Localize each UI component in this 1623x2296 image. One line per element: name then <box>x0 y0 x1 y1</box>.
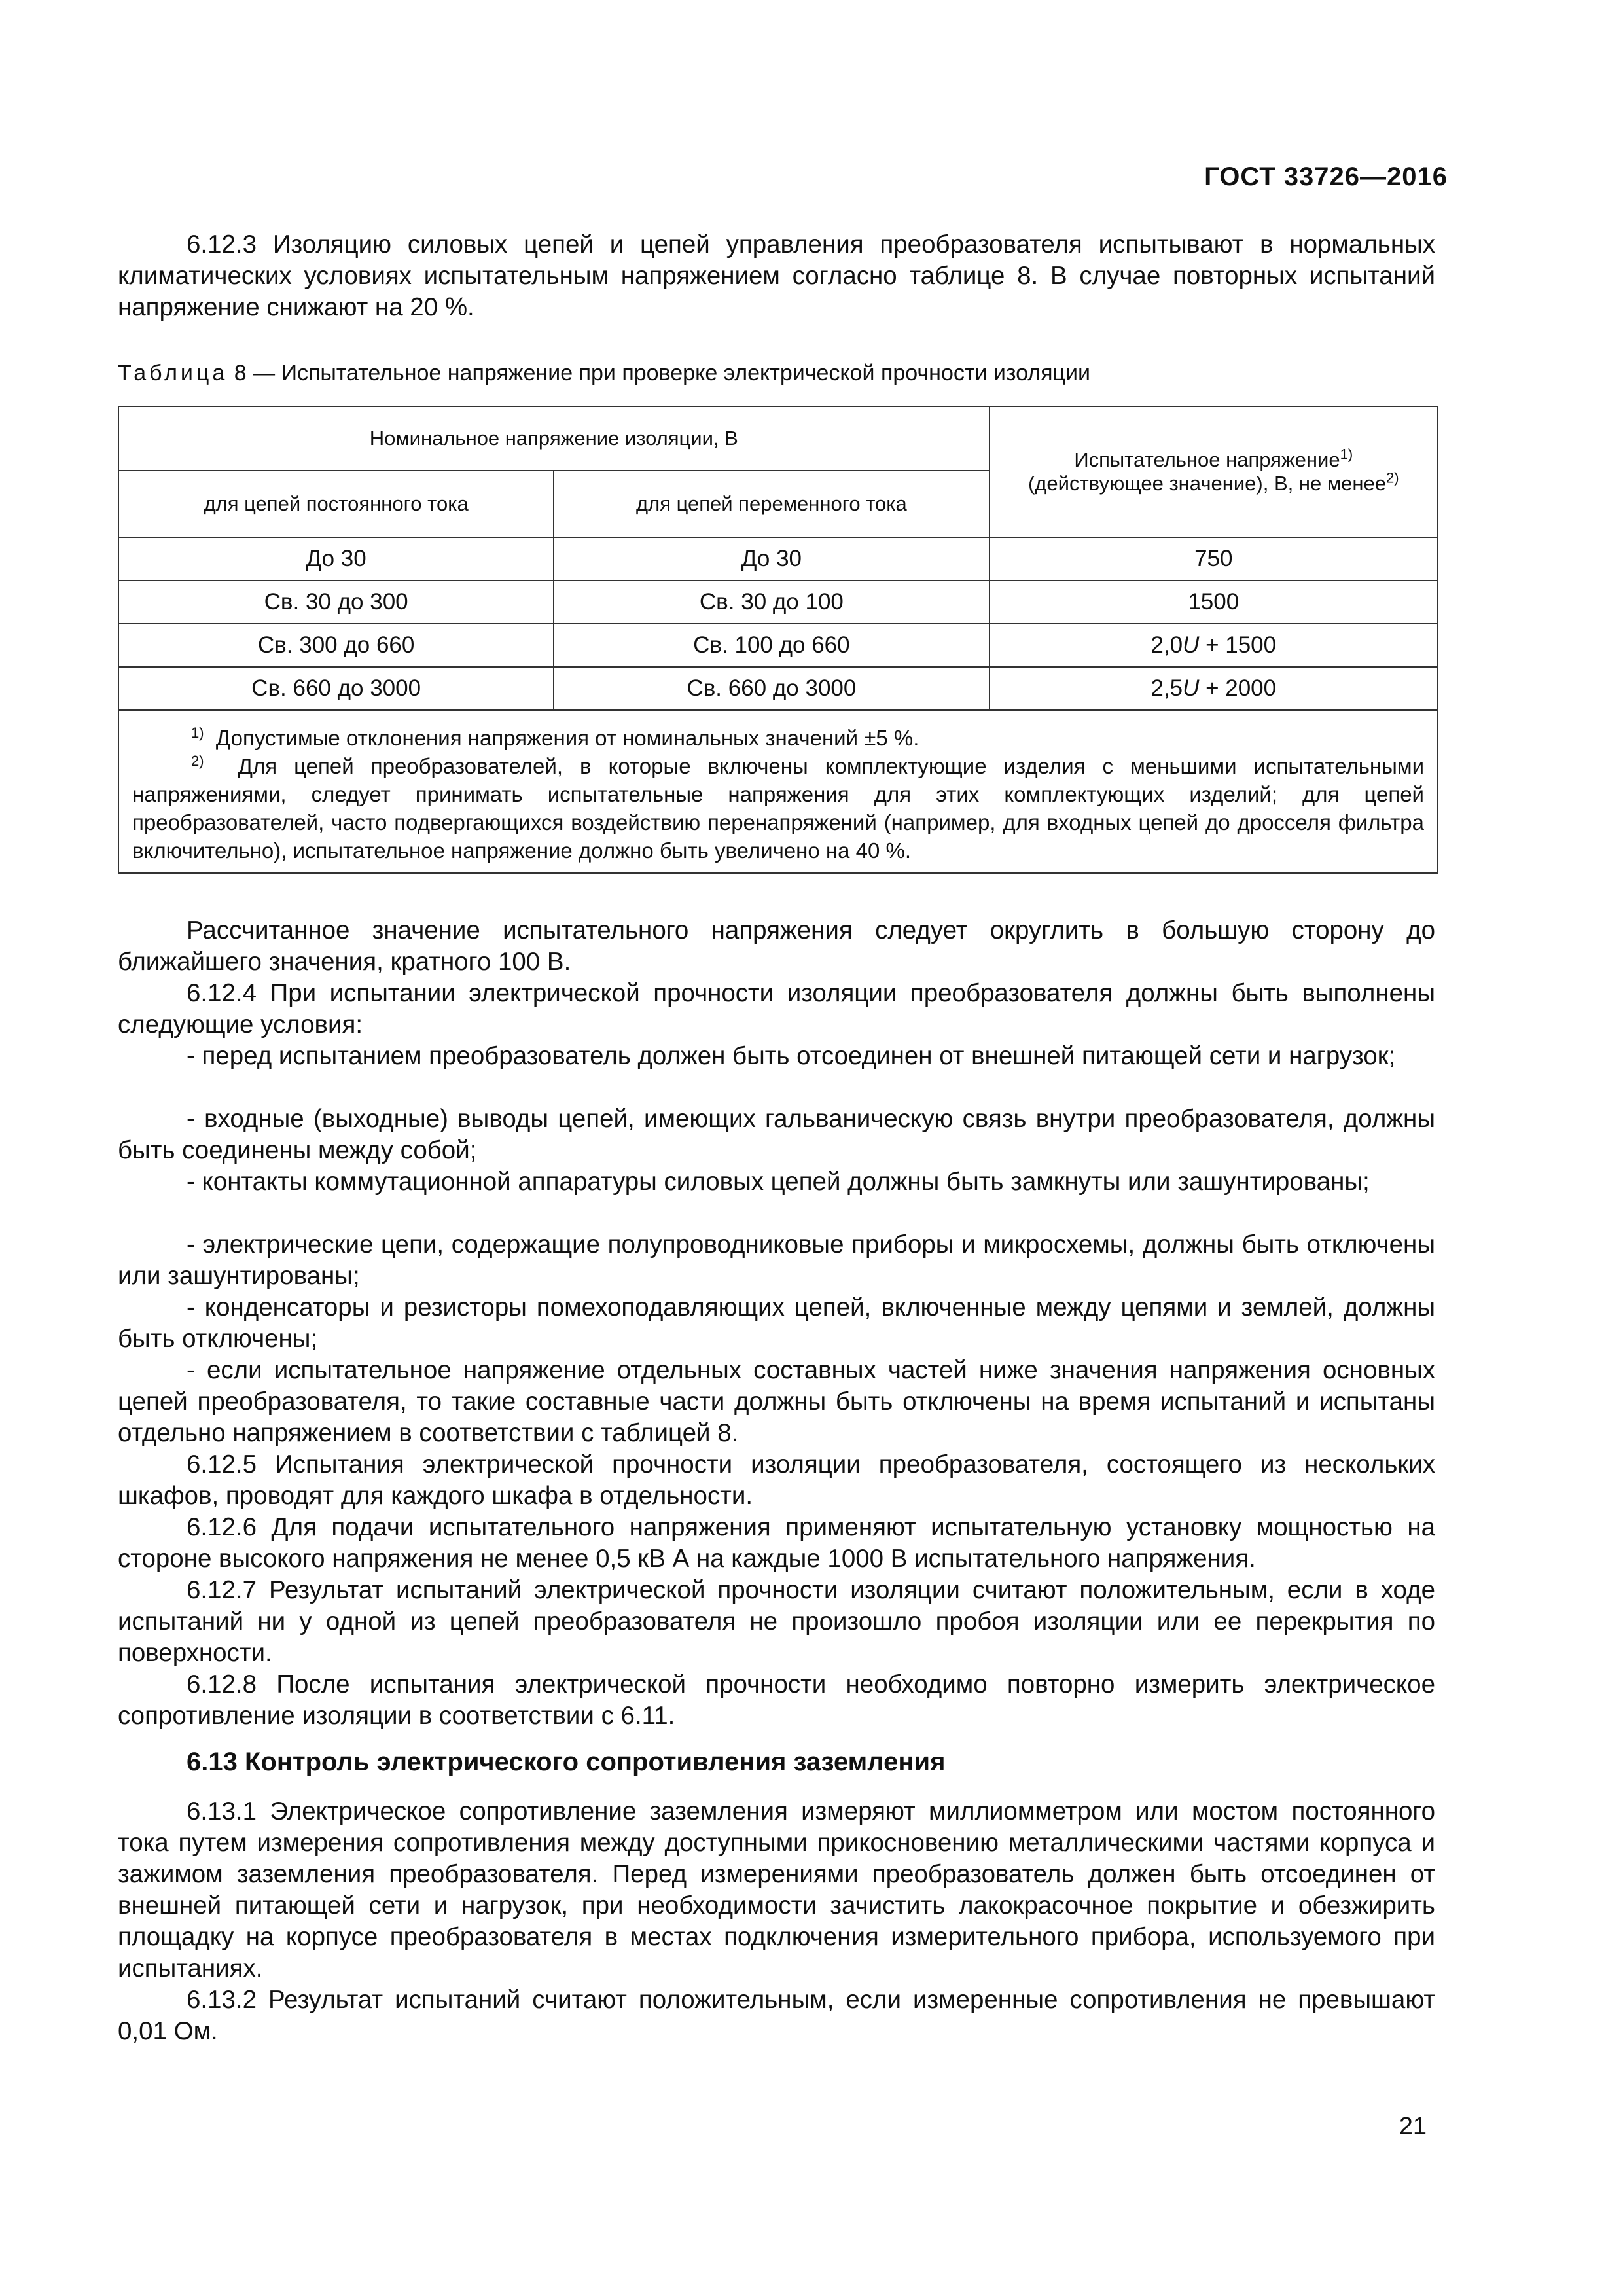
list-item: - входные (выходные) выводы цепей, имеющих гальваническую связь внутри преобразователя, должны быть соединены между собой; <box>118 1105 1435 1164</box>
paragraph-rounding: Рассчитанное значение испытательного напряжения следует округлить в большую сторону до ближайшего значения, кратного 100 В. <box>118 916 1435 976</box>
header-test-voltage: Испытательное напряжение$^{1)}$ (действующее значение), В, не менее$^{2)}$ <box>990 406 1438 537</box>
list-item: - перед испытанием преобразователь должен быть отсоединен от внешней питающей сети и нагрузок; <box>187 1042 1396 1070</box>
table-row <box>118 667 1438 710</box>
list-item: - контакты коммутационной аппаратуры силовых цепей должны быть замкнуты или зашунтированы; <box>187 1168 1370 1196</box>
table-8 <box>118 406 1438 874</box>
cell-test: 2,5U + 2000 <box>990 667 1438 710</box>
document-designation: ГОСТ 33726—2016 <box>1204 162 1448 191</box>
table-row <box>118 581 1438 624</box>
table-row <box>118 537 1438 581</box>
table-note-1: $^{1)}$ Допустимые отклонения напряжения от номинальных значений ±5 %. <box>191 725 919 750</box>
caption-word: Таблица <box>118 361 228 386</box>
cell-dc: Св. 660 до 3000 <box>118 667 554 710</box>
page-number: 21 <box>1399 2113 1427 2140</box>
list-item: - конденсаторы и резисторы помехоподавляющих цепей, включенные между цепями и землей, должны быть отключены; <box>118 1293 1435 1353</box>
table-8-caption <box>118 361 1090 386</box>
cell-ac: До 30 <box>554 537 989 581</box>
list-item: - электрические цепи, содержащие полупроводниковые приборы и микросхемы, должны быть отключены или зашунтированы; <box>118 1230 1435 1290</box>
section-heading-6-13: 6.13 Контроль электрического сопротивления заземления <box>187 1748 946 1776</box>
table-notes <box>118 710 1438 873</box>
list-item: - если испытательное напряжение отдельных составных частей ниже значения напряжения основных цепей преобразователя, то такие составные части должны быть отключены на время испытаний и испытаны отдельно напряжением в соответствии с таблицей 8. <box>118 1356 1435 1447</box>
cell-test: 1500 <box>990 581 1438 624</box>
cell-dc: Св. 300 до 660 <box>118 624 554 667</box>
cell-dc: До 30 <box>118 537 554 581</box>
caption-text: 8 — Испытательное напряжение при проверке электрической прочности изоляции <box>234 361 1090 386</box>
cell-ac: Св. 100 до 660 <box>554 624 989 667</box>
paragraph-6-12-6: 6.12.6 Для подачи испытательного напряжения применяют испытательную установку мощностью на стороне высокого напряжения не менее 0,5 кВ А на каждые 1000 В испытательного напряжения. <box>118 1513 1435 1573</box>
header-dc-circuits: для цепей постоянного тока <box>118 471 554 537</box>
cell-test: 750 <box>990 537 1438 581</box>
paragraph-6-12-4: 6.12.4 При испытании электрической прочности изоляции преобразователя должны быть выполнены следующие условия: <box>118 979 1435 1039</box>
table-note-2: $^{2)}$ Для цепей преобразователей, в которые включены комплектующие изделия с меньшими испытательными напряжениями, следует принимать испытательные напряжения для этих комплектующих изделий; для цепей преобразователей, часто подвергающихся воздействию перенапряжений (например, для входных цепей до дросселя фильтра включительно), испытательное напряжение должно быть увеличено на 40 %. <box>132 753 1424 863</box>
paragraph-6-12-5: 6.12.5 Испытания электрической прочности изоляции преобразователя, состоящего из нескольких шкафов, проводят для каждого шкафа в отдельности. <box>118 1450 1435 1510</box>
paragraph-6-12-3: 6.12.3 Изоляцию силовых цепей и цепей управления преобразователя испытывают в нормальных климатических условиях испытательным напряжением согласно таблице 8. В случае повторных испытаний напряжение снижают на 20 %. <box>118 230 1435 321</box>
table-row <box>118 624 1438 667</box>
paragraph-6-12-7: 6.12.7 Результат испытаний электрической прочности изоляции считают положительным, если в ходе испытаний ни у одной из цепей преобразователя не произошло пробоя изоляции или ее перекрытия по поверхности. <box>118 1576 1435 1667</box>
header-nominal-voltage: Номинальное напряжение изоляции, В <box>118 406 990 471</box>
header-ac-circuits: для цепей переменного тока <box>554 471 989 537</box>
paragraph-6-12-8: 6.12.8 После испытания электрической прочности необходимо повторно измерить электрическое сопротивление изоляции в соответствии с 6.11. <box>118 1670 1435 1730</box>
cell-ac: Св. 30 до 100 <box>554 581 989 624</box>
cell-dc: Св. 30 до 300 <box>118 581 554 624</box>
paragraph-6-13-1: 6.13.1 Электрическое сопротивление заземления измеряют миллиомметром или мостом постоянного тока путем измерения сопротивления между доступными прикосновению металлическими частями корпуса и зажимом заземления преобразователя. Перед измерениями преобразователь должен быть отсоединен от внешней питающей сети и нагрузок, при необходимости зачистить лакокрасочное покрытие и обезжирить площадку на корпусе преобразователя в местах подключения измерительного прибора, используемого при испытаниях. <box>118 1797 1435 1982</box>
cell-ac: Св. 660 до 3000 <box>554 667 989 710</box>
paragraph-6-13-2: 6.13.2 Результат испытаний считают положительным, если измеренные сопротивления не превышают 0,01 Ом. <box>118 1986 1435 2045</box>
cell-test: 2,0U + 1500 <box>990 624 1438 667</box>
